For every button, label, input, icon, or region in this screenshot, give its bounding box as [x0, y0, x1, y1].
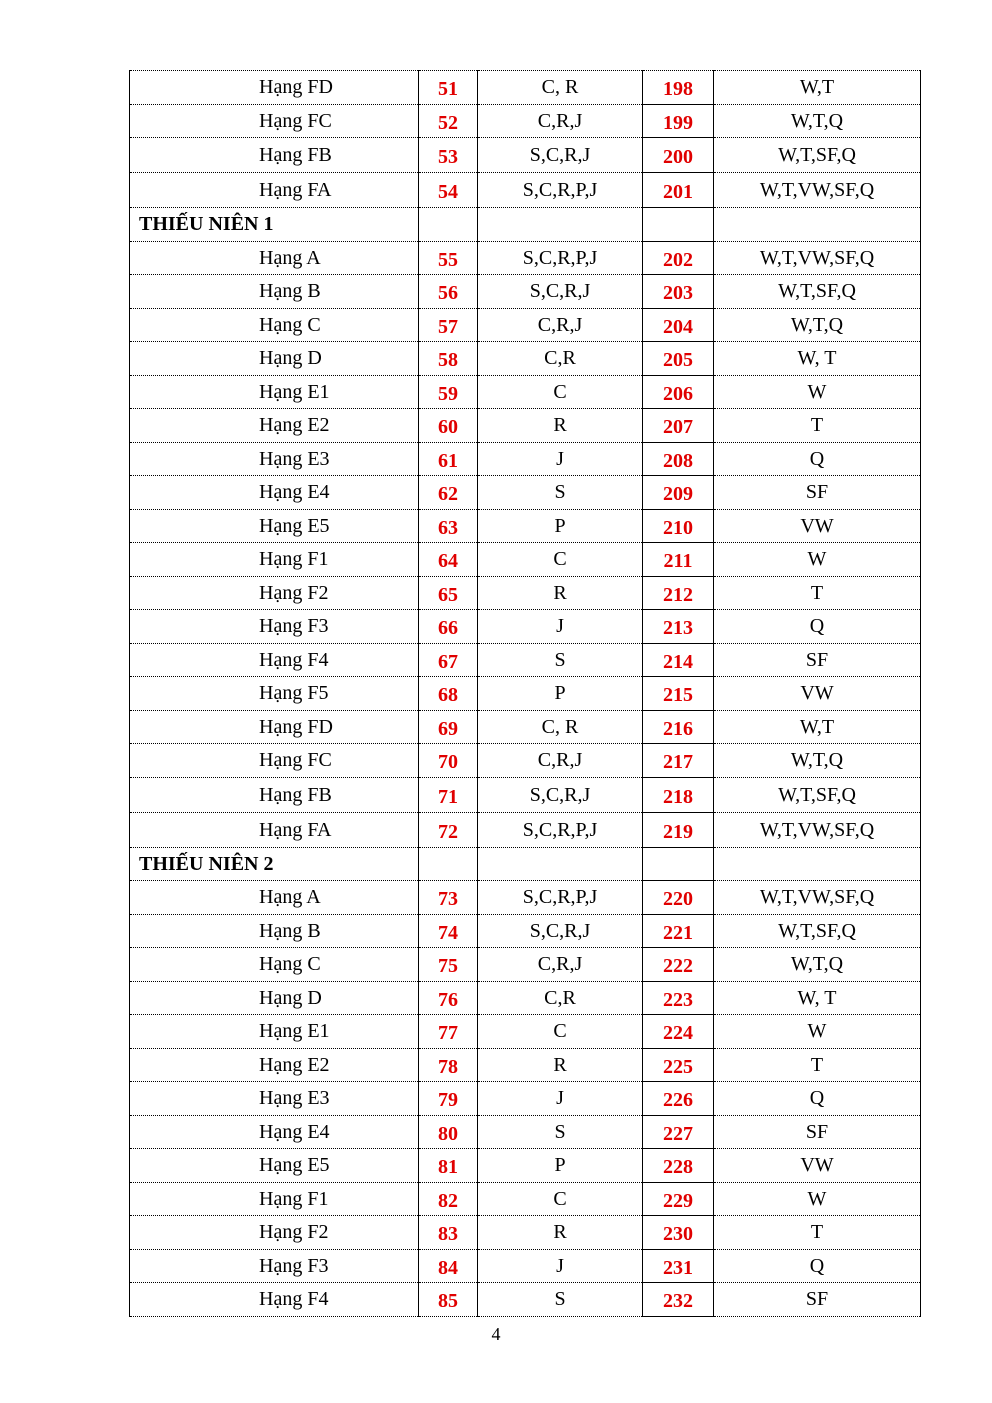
number-cell-1: 65 — [419, 576, 478, 610]
section-row — [130, 208, 921, 242]
codes-cell-2: W — [714, 543, 921, 577]
category-name: Hạng E3 — [130, 1082, 419, 1116]
number-cell-1: 63 — [419, 509, 478, 543]
number-cell-1: 70 — [419, 744, 478, 778]
category-name: Hạng E5 — [130, 509, 419, 543]
number-cell-1: 83 — [419, 1216, 478, 1250]
codes-cell-2: Q — [714, 442, 921, 476]
category-name: Hạng E4 — [130, 476, 419, 510]
category-name: Hạng B — [130, 914, 419, 948]
codes-cell-2: W,T,SF,Q — [714, 777, 921, 812]
codes-cell-2: SF — [714, 1115, 921, 1149]
number-cell-2: 229 — [643, 1182, 714, 1216]
table-row — [130, 509, 921, 543]
number-cell-2: 231 — [643, 1249, 714, 1283]
number-cell-1: 58 — [419, 342, 478, 376]
number-cell-1: 59 — [419, 375, 478, 409]
category-name: Hạng FD — [130, 71, 419, 105]
codes-cell-2: W,T,VW,SF,Q — [714, 881, 921, 915]
codes-cell-1: S,C,R,J — [478, 138, 643, 173]
section-title: THIẾU NIÊN 1 — [130, 208, 419, 242]
section-row — [130, 847, 921, 881]
category-name: Hạng E1 — [130, 375, 419, 409]
codes-cell-1: S — [478, 476, 643, 510]
table-body — [130, 71, 921, 1317]
number-cell-2: 211 — [643, 543, 714, 577]
table-row — [130, 1015, 921, 1049]
codes-cell-1: S — [478, 1283, 643, 1317]
number-cell-2: 201 — [643, 173, 714, 208]
table-row — [130, 677, 921, 711]
number-cell-2: 213 — [643, 610, 714, 644]
number-cell-2: 210 — [643, 509, 714, 543]
number-cell-1: 71 — [419, 777, 478, 812]
codes-cell-2: VW — [714, 677, 921, 711]
table-row — [130, 442, 921, 476]
codes-cell-2: W,T — [714, 710, 921, 744]
number-cell-2: 202 — [643, 241, 714, 275]
codes-cell-2: Q — [714, 610, 921, 644]
codes-cell-1: C — [478, 1015, 643, 1049]
codes-cell-2: VW — [714, 1149, 921, 1183]
number-cell-1: 72 — [419, 812, 478, 847]
codes-cell-1: S,C,R,J — [478, 914, 643, 948]
number-cell-1: 62 — [419, 476, 478, 510]
table-row — [130, 104, 921, 138]
table-row — [130, 1115, 921, 1149]
category-name: Hạng E5 — [130, 1149, 419, 1183]
codes-cell-2: W,T,SF,Q — [714, 275, 921, 309]
category-name: Hạng F3 — [130, 1249, 419, 1283]
number-cell-2: 223 — [643, 981, 714, 1015]
empty-cell — [478, 847, 643, 881]
table-row — [130, 71, 921, 105]
category-name: Hạng F2 — [130, 576, 419, 610]
number-cell-2: 228 — [643, 1149, 714, 1183]
category-name: Hạng FA — [130, 173, 419, 208]
codes-cell-1: R — [478, 576, 643, 610]
category-name: Hạng F5 — [130, 677, 419, 711]
codes-cell-1: S,C,R,P,J — [478, 241, 643, 275]
codes-cell-1: J — [478, 1082, 643, 1116]
category-name: Hạng A — [130, 241, 419, 275]
table-row — [130, 744, 921, 778]
codes-cell-2: W,T,VW,SF,Q — [714, 173, 921, 208]
number-cell-2: 220 — [643, 881, 714, 915]
number-cell-1: 85 — [419, 1283, 478, 1317]
category-name: Hạng C — [130, 308, 419, 342]
category-name: Hạng E4 — [130, 1115, 419, 1149]
table-row — [130, 710, 921, 744]
empty-cell — [714, 208, 921, 242]
codes-cell-2: SF — [714, 643, 921, 677]
empty-cell — [643, 847, 714, 881]
codes-cell-1: C, R — [478, 710, 643, 744]
codes-cell-2: W,T,SF,Q — [714, 914, 921, 948]
number-cell-2: 208 — [643, 442, 714, 476]
number-cell-1: 61 — [419, 442, 478, 476]
table-row — [130, 138, 921, 173]
table-row — [130, 610, 921, 644]
table-row — [130, 543, 921, 577]
codes-cell-2: W — [714, 1015, 921, 1049]
codes-cell-1: J — [478, 610, 643, 644]
empty-cell — [419, 847, 478, 881]
section-title: THIẾU NIÊN 2 — [130, 847, 419, 881]
codes-cell-1: R — [478, 409, 643, 443]
number-cell-2: 232 — [643, 1283, 714, 1317]
table-row — [130, 1082, 921, 1116]
number-cell-2: 227 — [643, 1115, 714, 1149]
number-cell-1: 68 — [419, 677, 478, 711]
number-cell-1: 73 — [419, 881, 478, 915]
codes-cell-2: T — [714, 576, 921, 610]
codes-cell-1: S,C,R,P,J — [478, 812, 643, 847]
number-cell-2: 204 — [643, 308, 714, 342]
number-cell-1: 57 — [419, 308, 478, 342]
number-cell-2: 226 — [643, 1082, 714, 1116]
table-row — [130, 1249, 921, 1283]
empty-cell — [714, 847, 921, 881]
codes-cell-1: C,R — [478, 342, 643, 376]
number-cell-2: 225 — [643, 1048, 714, 1082]
number-cell-1: 52 — [419, 104, 478, 138]
codes-cell-1: C — [478, 1182, 643, 1216]
page-number: 4 — [491, 1324, 501, 1344]
codes-cell-1: P — [478, 509, 643, 543]
table-row — [130, 241, 921, 275]
codes-cell-2: T — [714, 1216, 921, 1250]
codes-cell-1: R — [478, 1216, 643, 1250]
number-cell-2: 215 — [643, 677, 714, 711]
number-cell-1: 64 — [419, 543, 478, 577]
category-name: Hạng F1 — [130, 543, 419, 577]
codes-cell-2: W — [714, 375, 921, 409]
table-row — [130, 308, 921, 342]
codes-cell-2: T — [714, 409, 921, 443]
number-cell-2: 217 — [643, 744, 714, 778]
number-cell-1: 80 — [419, 1115, 478, 1149]
codes-cell-1: C — [478, 543, 643, 577]
codes-cell-1: R — [478, 1048, 643, 1082]
number-cell-2: 212 — [643, 576, 714, 610]
empty-cell — [643, 208, 714, 242]
number-cell-2: 218 — [643, 777, 714, 812]
number-cell-1: 56 — [419, 275, 478, 309]
category-name: Hạng E2 — [130, 1048, 419, 1082]
number-cell-1: 82 — [419, 1182, 478, 1216]
number-cell-2: 230 — [643, 1216, 714, 1250]
codes-cell-1: P — [478, 1149, 643, 1183]
category-name: Hạng F1 — [130, 1182, 419, 1216]
category-name: Hạng D — [130, 342, 419, 376]
table-row — [130, 812, 921, 847]
codes-cell-1: C,R,J — [478, 744, 643, 778]
category-name: Hạng FB — [130, 777, 419, 812]
number-cell-1: 60 — [419, 409, 478, 443]
category-name: Hạng D — [130, 981, 419, 1015]
category-name: Hạng FC — [130, 744, 419, 778]
codes-cell-1: C,R,J — [478, 104, 643, 138]
codes-cell-2: Q — [714, 1082, 921, 1116]
table-row — [130, 1182, 921, 1216]
number-cell-1: 79 — [419, 1082, 478, 1116]
number-cell-2: 224 — [643, 1015, 714, 1049]
codes-cell-2: W, T — [714, 342, 921, 376]
category-name: Hạng B — [130, 275, 419, 309]
codes-cell-2: W,T,VW,SF,Q — [714, 241, 921, 275]
category-name: Hạng F4 — [130, 643, 419, 677]
codes-cell-2: W, T — [714, 981, 921, 1015]
codes-cell-1: S,C,R,P,J — [478, 881, 643, 915]
category-name: Hạng FD — [130, 710, 419, 744]
codes-cell-1: S,C,R,P,J — [478, 173, 643, 208]
codes-cell-1: C,R,J — [478, 948, 643, 982]
number-cell-1: 81 — [419, 1149, 478, 1183]
codes-cell-2: W,T,VW,SF,Q — [714, 812, 921, 847]
category-name: Hạng FA — [130, 812, 419, 847]
codes-cell-1: C — [478, 375, 643, 409]
table-row — [130, 981, 921, 1015]
codes-cell-2: W,T,Q — [714, 744, 921, 778]
category-name: Hạng E2 — [130, 409, 419, 443]
table-row — [130, 1283, 921, 1317]
table-row — [130, 275, 921, 309]
number-cell-1: 67 — [419, 643, 478, 677]
table-row — [130, 777, 921, 812]
number-cell-1: 77 — [419, 1015, 478, 1049]
number-cell-1: 54 — [419, 173, 478, 208]
codes-cell-2: W,T — [714, 71, 921, 105]
empty-cell — [419, 208, 478, 242]
number-cell-1: 53 — [419, 138, 478, 173]
table-row — [130, 476, 921, 510]
codes-cell-1: C,R,J — [478, 308, 643, 342]
number-cell-2: 214 — [643, 643, 714, 677]
table-row — [130, 1216, 921, 1250]
codes-cell-2: W,T,SF,Q — [714, 138, 921, 173]
table-row — [130, 375, 921, 409]
number-cell-2: 216 — [643, 710, 714, 744]
category-name: Hạng F3 — [130, 610, 419, 644]
category-name: Hạng F4 — [130, 1283, 419, 1317]
number-cell-1: 74 — [419, 914, 478, 948]
category-table — [129, 70, 921, 1317]
number-cell-2: 205 — [643, 342, 714, 376]
number-cell-2: 222 — [643, 948, 714, 982]
codes-cell-1: C,R — [478, 981, 643, 1015]
codes-cell-2: VW — [714, 509, 921, 543]
codes-cell-1: S,C,R,J — [478, 777, 643, 812]
number-cell-2: 203 — [643, 275, 714, 309]
codes-cell-2: W — [714, 1182, 921, 1216]
codes-cell-1: S,C,R,J — [478, 275, 643, 309]
number-cell-1: 75 — [419, 948, 478, 982]
number-cell-2: 199 — [643, 104, 714, 138]
table-row — [130, 914, 921, 948]
table-row — [130, 881, 921, 915]
number-cell-2: 206 — [643, 375, 714, 409]
codes-cell-1: P — [478, 677, 643, 711]
table-row — [130, 173, 921, 208]
number-cell-1: 84 — [419, 1249, 478, 1283]
number-cell-1: 51 — [419, 71, 478, 105]
category-name: Hạng F2 — [130, 1216, 419, 1250]
category-name: Hạng E1 — [130, 1015, 419, 1049]
table-row — [130, 342, 921, 376]
number-cell-2: 198 — [643, 71, 714, 105]
codes-cell-2: Q — [714, 1249, 921, 1283]
codes-cell-1: J — [478, 442, 643, 476]
codes-cell-2: SF — [714, 1283, 921, 1317]
number-cell-2: 209 — [643, 476, 714, 510]
table-row — [130, 1149, 921, 1183]
table-row — [130, 576, 921, 610]
category-name: Hạng C — [130, 948, 419, 982]
category-name: Hạng A — [130, 881, 419, 915]
table-row — [130, 643, 921, 677]
category-name: Hạng FB — [130, 138, 419, 173]
number-cell-2: 207 — [643, 409, 714, 443]
codes-cell-1: S — [478, 1115, 643, 1149]
number-cell-1: 69 — [419, 710, 478, 744]
codes-cell-2: T — [714, 1048, 921, 1082]
codes-cell-2: W,T,Q — [714, 308, 921, 342]
number-cell-1: 76 — [419, 981, 478, 1015]
number-cell-1: 55 — [419, 241, 478, 275]
table-row — [130, 409, 921, 443]
codes-cell-1: C, R — [478, 71, 643, 105]
codes-cell-2: SF — [714, 476, 921, 510]
number-cell-2: 200 — [643, 138, 714, 173]
number-cell-1: 78 — [419, 1048, 478, 1082]
codes-cell-1: S — [478, 643, 643, 677]
codes-cell-2: W,T,Q — [714, 104, 921, 138]
empty-cell — [478, 208, 643, 242]
number-cell-1: 66 — [419, 610, 478, 644]
category-name: Hạng FC — [130, 104, 419, 138]
codes-cell-1: J — [478, 1249, 643, 1283]
category-name: Hạng E3 — [130, 442, 419, 476]
codes-cell-2: W,T,Q — [714, 948, 921, 982]
table-row — [130, 1048, 921, 1082]
table-row — [130, 948, 921, 982]
number-cell-2: 219 — [643, 812, 714, 847]
number-cell-2: 221 — [643, 914, 714, 948]
